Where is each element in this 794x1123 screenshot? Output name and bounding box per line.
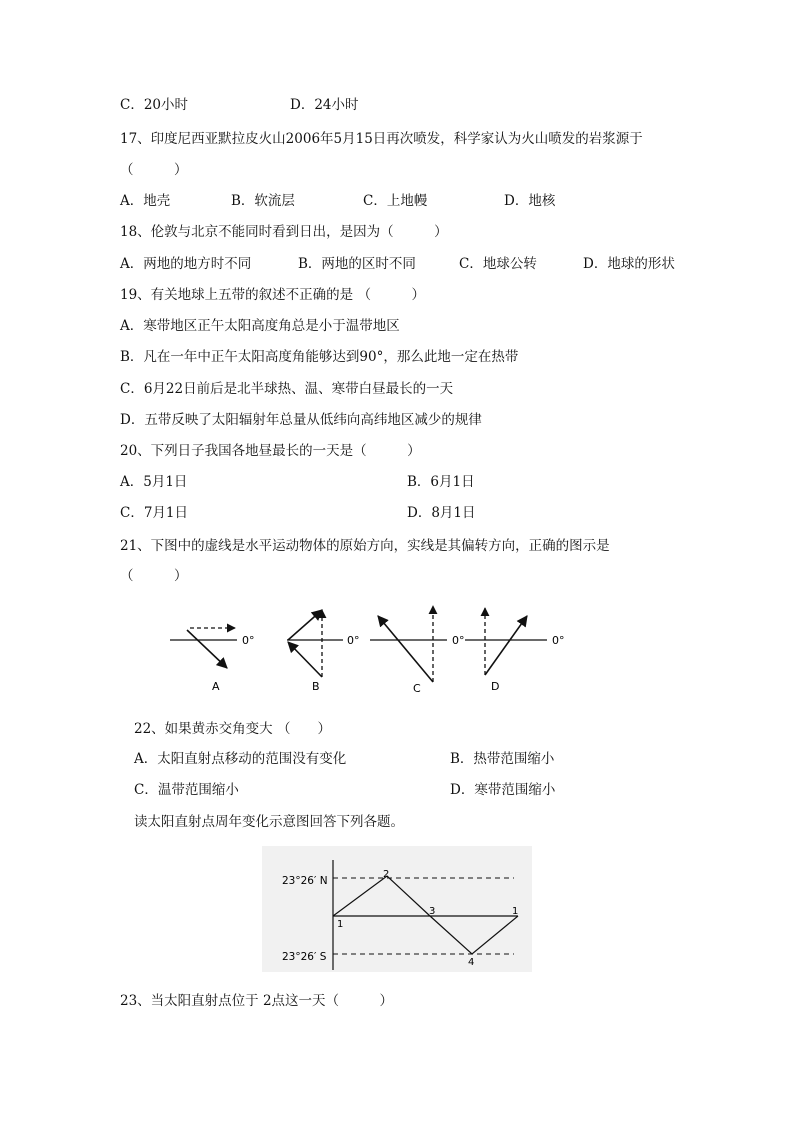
q18-option-b: B．两地的区时不同 [298, 256, 416, 272]
q19-option-c: C．6月22日前后是北半球热、温、寒带白昼最长的一天 [120, 381, 454, 397]
q19-option-b: B．凡在一年中正午太阳高度角能够达到90°，那么此地一定在热带 [120, 349, 519, 365]
north-tropic-label: 23°26′ N [282, 875, 328, 887]
figure-d-zero-label: 0° [552, 634, 565, 647]
q19-option-a: A．寒带地区正午太阳高度角总是小于温带地区 [120, 318, 400, 334]
q23-text: 23、当太阳直射点位于 2点这一天（ ） [120, 993, 394, 1009]
figure-d [465, 608, 565, 693]
figure-d-label: D [491, 680, 500, 693]
q17-paren: （ ） [120, 162, 188, 178]
deflection-figure [165, 600, 585, 700]
q21-paren: （ ） [120, 568, 188, 584]
q18-option-d: D．地球的形状 [583, 256, 675, 272]
q18-option-a: A．两地的地方时不同 [120, 256, 252, 272]
q19-text: 19、有关地球上五带的叙述不正确的是 （ ） [120, 287, 425, 303]
q18-text: 18、伦敦与北京不能同时看到日出，是因为（ ） [120, 224, 448, 240]
q17-option-a: A．地壳 [120, 193, 171, 209]
figure-c [370, 606, 465, 695]
q21-text: 21、下图中的虚线是水平运动物体的原始方向，实线是其偏转方向，正确的图示是 [120, 538, 610, 554]
chart-intro: 读太阳直射点周年变化示意图回答下列各题。 [134, 814, 404, 830]
q16-option-d: D．24小时 [290, 97, 359, 113]
figure-a [170, 628, 255, 693]
q18-option-c: C．地球公转 [459, 256, 537, 272]
q22-option-a: A．太阳直射点移动的范围没有变化 [134, 751, 347, 767]
figure-a-label: A [212, 680, 220, 693]
q20-option-c: C．7月1日 [120, 505, 189, 521]
q17-option-d: D．地核 [504, 193, 556, 209]
sun-direct-point-diagram [262, 846, 532, 972]
south-tropic-label: 23°26′ S [282, 951, 327, 963]
figure-c-label: C [413, 682, 421, 695]
point-label-2: 2 [383, 869, 390, 880]
point-label-1-end: 1 [512, 906, 519, 917]
q20-option-a: A．5月1日 [120, 474, 188, 490]
q17-option-b: B．软流层 [231, 193, 295, 209]
figure-b-label: B [312, 680, 320, 693]
point-label-3: 3 [429, 906, 436, 917]
q17-text: 17、印度尼西亚默拉皮火山2006年5月15日再次喷发，科学家认为火山喷发的岩浆源于 [120, 131, 643, 147]
q20-text: 20、下列日子我国各地昼最长的一天是（ ） [120, 443, 421, 459]
q22-text: 22、如果黄赤交角变大 （ ） [134, 721, 331, 737]
q20-option-d: D．8月1日 [407, 505, 476, 521]
q22-option-c: C．温带范围缩小 [134, 782, 239, 798]
q19-option-d: D．五带反映了太阳辐射年总量从低纬向高纬地区减少的规律 [120, 412, 482, 428]
q22-option-d: D．寒带范围缩小 [450, 782, 556, 798]
figure-a-zero-label: 0° [242, 634, 255, 647]
point-label-1: 1 [337, 919, 344, 930]
point-label-4: 4 [468, 957, 475, 968]
figure-c-zero-label: 0° [452, 634, 465, 647]
q17-option-c: C．上地幔 [363, 193, 428, 209]
figure-b-zero-label: 0° [347, 634, 360, 647]
figure-b [287, 610, 360, 693]
q22-option-b: B．热带范围缩小 [450, 751, 555, 767]
q16-option-c: C．20小时 [120, 97, 189, 113]
q20-option-b: B．6月1日 [407, 474, 475, 490]
